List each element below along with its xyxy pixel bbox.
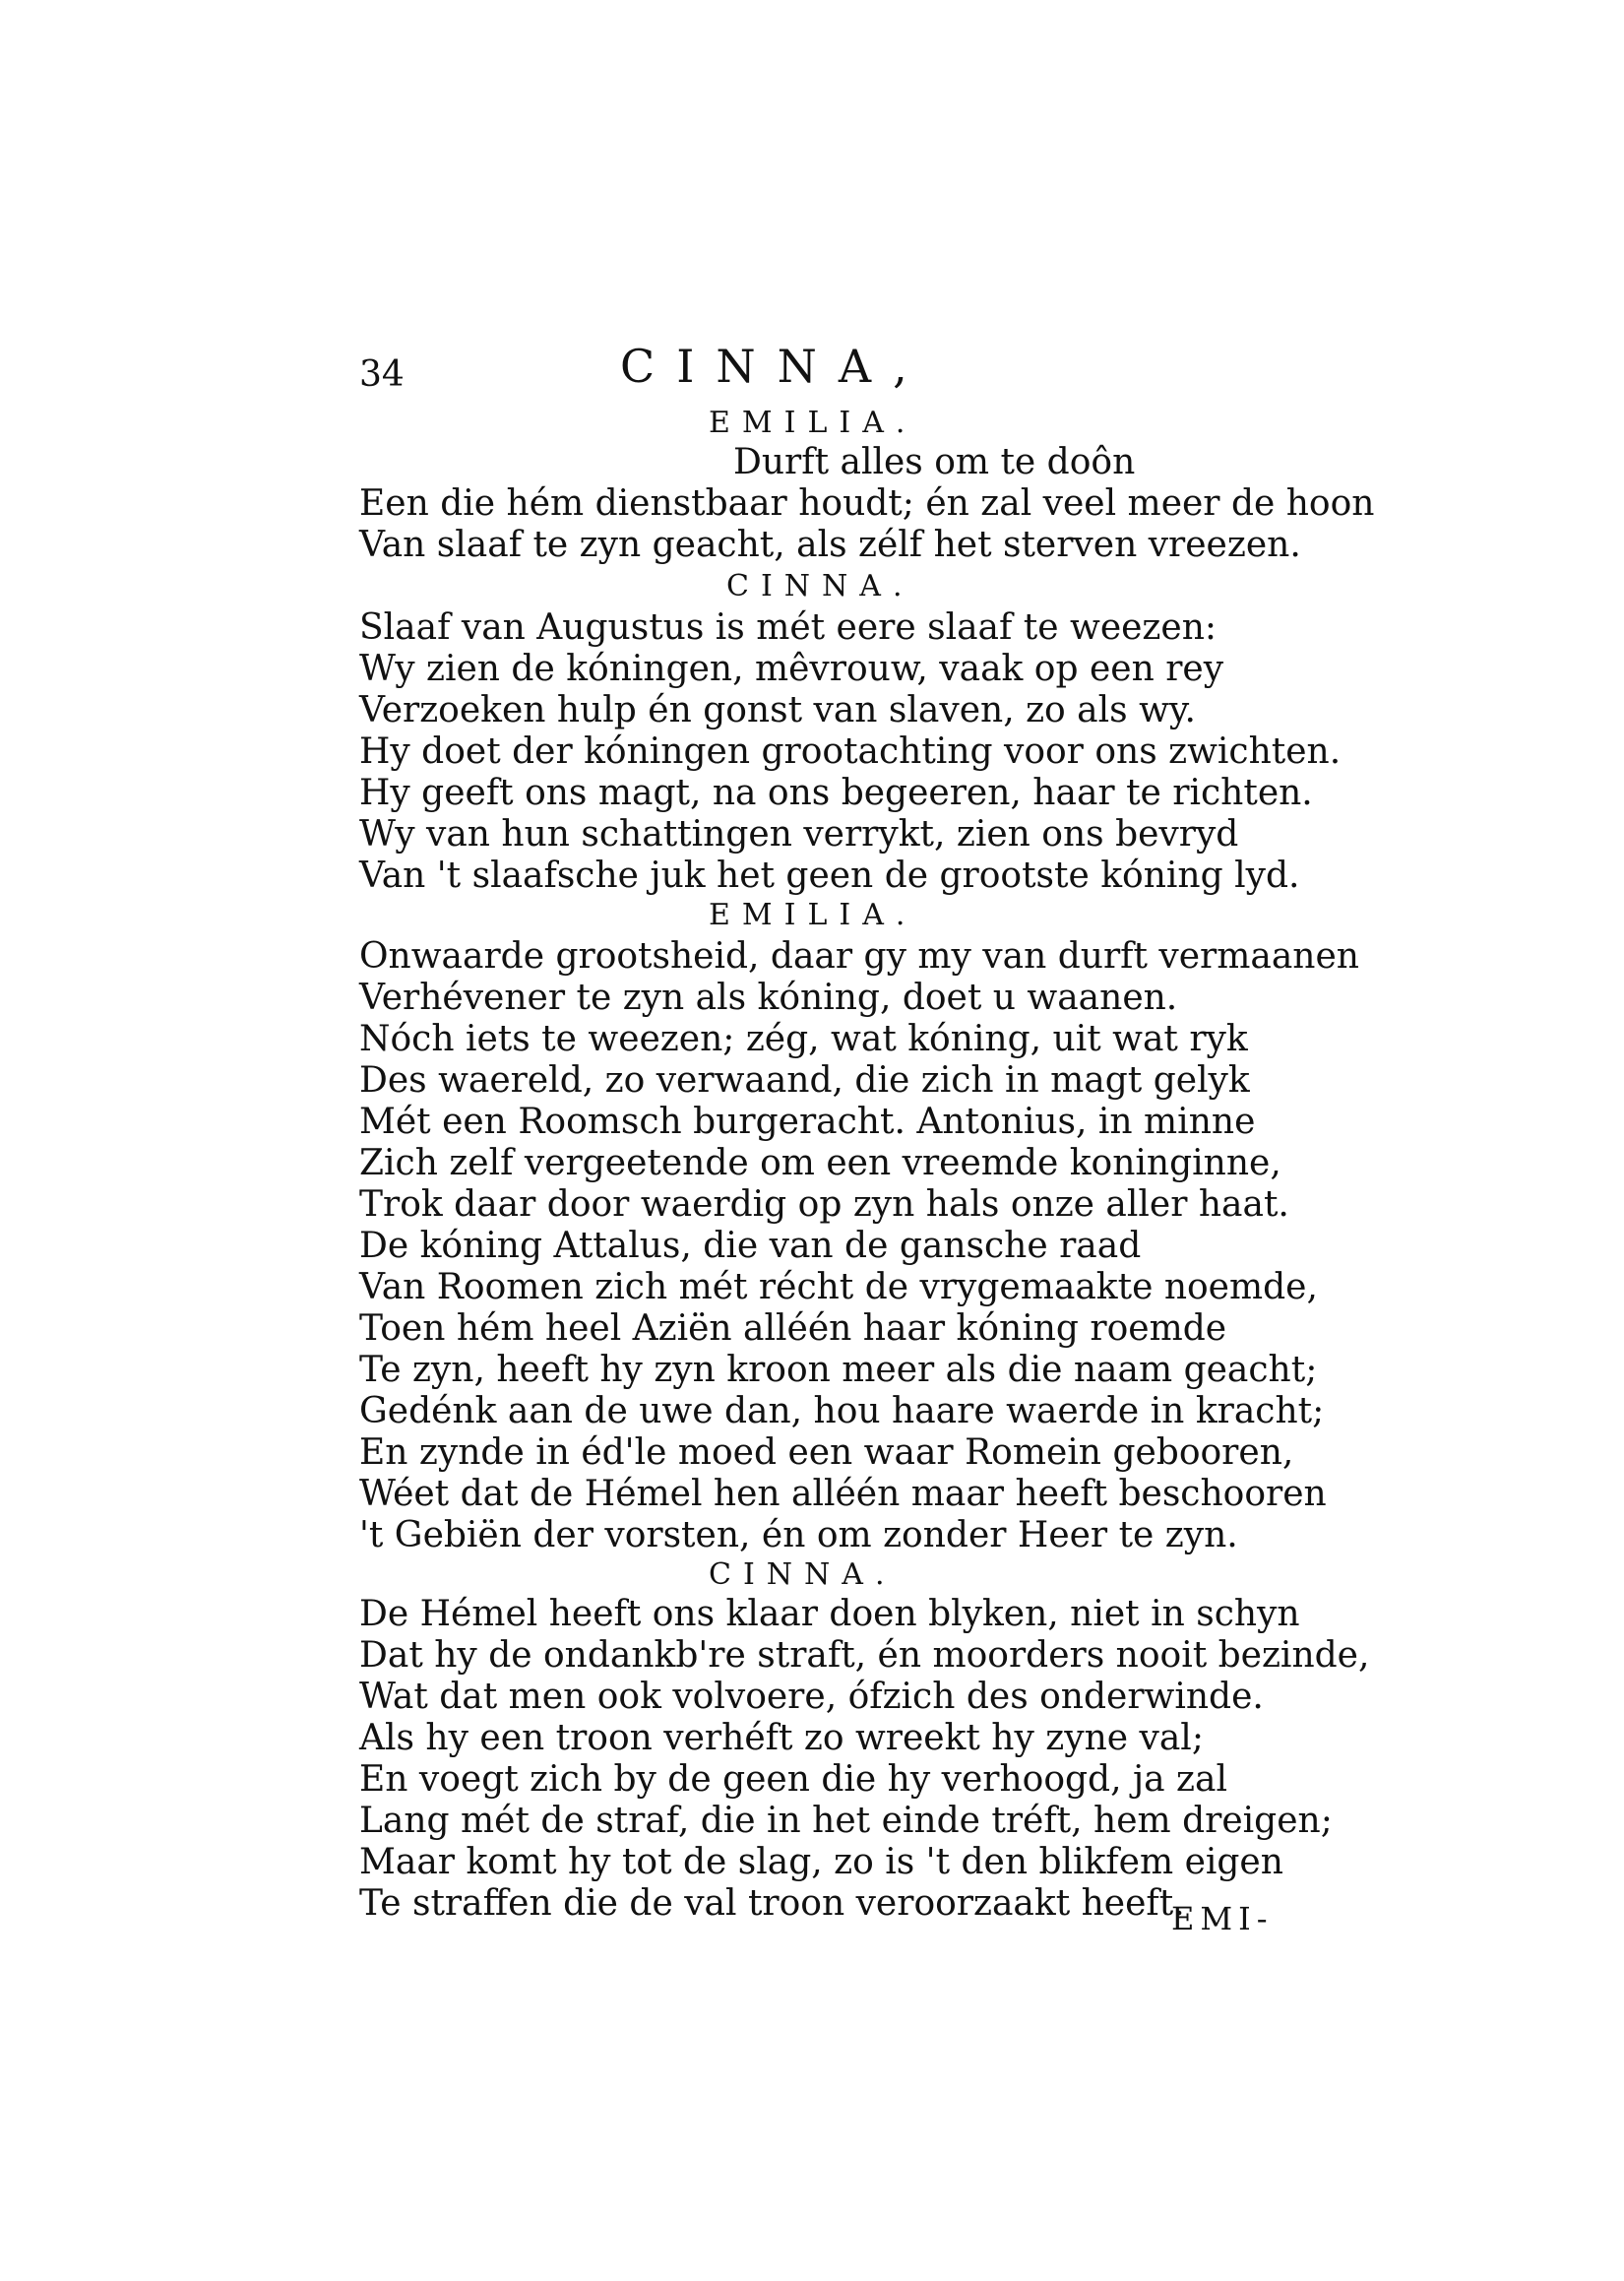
- verse-line: Gedénk aan de uwe dan, hou haare waerde in kracht;: [359, 1391, 1325, 1431]
- verse-line: En voegt zich by de geen die hy verhoogd, ja zal: [359, 1759, 1227, 1800]
- verse-line: Hy geeft ons magt, na ons begeeren, haar te richten.: [359, 773, 1313, 813]
- verse-line: Van Roomen zich mét récht de vrygemaakte noemde,: [359, 1267, 1318, 1307]
- verse-line: Slaaf van Augustus is mét eere slaaf te weezen:: [359, 607, 1218, 648]
- verse-line: Toen hém heel Aziën alléén haar kóning roemde: [359, 1308, 1227, 1349]
- verse-line: Te zyn, heeft hy zyn kroon meer als die naam geacht;: [359, 1350, 1318, 1390]
- verse-line: Een die hém dienstbaar houdt; én zal veel meer de hoon: [359, 483, 1375, 524]
- verse-line: Verhévener te zyn als kóning, doet u waanen.: [359, 978, 1178, 1018]
- verse-line: De Hémel heeft ons klaar doen blyken, niet in schyn: [359, 1594, 1300, 1634]
- verse-line: Wy van hun schattingen verrykt, zien ons bevryd: [359, 814, 1239, 855]
- verse-line: Van slaaf te zyn geacht, als zélf het sterven vreezen.: [359, 525, 1301, 565]
- verse-line: Wat dat men ook volvoere, ófzich des onderwinde.: [359, 1677, 1264, 1717]
- verse-line: 't Gebiën der vorsten, én om zonder Heer te zyn.: [359, 1515, 1238, 1555]
- verse-line: Onwaarde grootsheid, daar gy my van durft vermaanen: [359, 936, 1359, 977]
- running-title: CINNA,: [620, 340, 929, 393]
- verse-line: Lang mét de straf, die in het einde tréft, hem dreigen;: [359, 1801, 1333, 1841]
- verse-line: Dat hy de ondankb're straft, én moorders nooit bezinde,: [359, 1635, 1370, 1676]
- verse-line: Hy doet der kóningen grootachting voor ons zwichten.: [359, 731, 1342, 772]
- speaker-heading: EMILIA.: [709, 898, 917, 932]
- verse-line: Durft alles om te doôn: [733, 442, 1136, 482]
- verse-line: Van 't slaafsche juk het geen de grootste kóning lyd.: [359, 855, 1300, 896]
- verse-line: Zich zelf vergeetende om een vreemde koninginne,: [359, 1143, 1281, 1183]
- verse-line: Te straffen die de val troon veroorzaakt heeft.: [359, 1883, 1185, 1924]
- page-number: 34: [359, 354, 405, 395]
- catchword: EMI-: [1171, 1900, 1274, 1937]
- verse-line: Wy zien de kóningen, mêvrouw, vaak op een rey: [359, 649, 1224, 689]
- speaker-heading: CINNA.: [726, 569, 914, 603]
- verse-line: Wéet dat de Hémel hen alléén maar heeft beschooren: [359, 1474, 1327, 1514]
- verse-line: Als hy een troon verhéft zo wreekt hy zyne val;: [359, 1718, 1204, 1758]
- verse-line: De kóning Attalus, die van de gansche raad: [359, 1226, 1142, 1266]
- verse-line: Verzoeken hulp én gonst van slaven, zo als wy.: [359, 690, 1196, 730]
- verse-line: Mét een Roomsch burgeracht. Antonius, in minne: [359, 1102, 1256, 1142]
- verse-line: Nóch iets te weezen; zég, wat kóning, uit wat ryk: [359, 1019, 1248, 1059]
- speaker-heading: CINNA.: [709, 1557, 897, 1592]
- speaker-heading: EMILIA.: [709, 406, 917, 440]
- verse-line: Des waereld, zo verwaand, die zich in magt gelyk: [359, 1060, 1250, 1101]
- verse-line: Maar komt hy tot de slag, zo is 't den blikfem eigen: [359, 1842, 1283, 1882]
- verse-line: En zynde in éd'le moed een waar Romein gebooren,: [359, 1432, 1294, 1473]
- verse-line: Trok daar door waerdig op zyn hals onze aller haat.: [359, 1184, 1289, 1225]
